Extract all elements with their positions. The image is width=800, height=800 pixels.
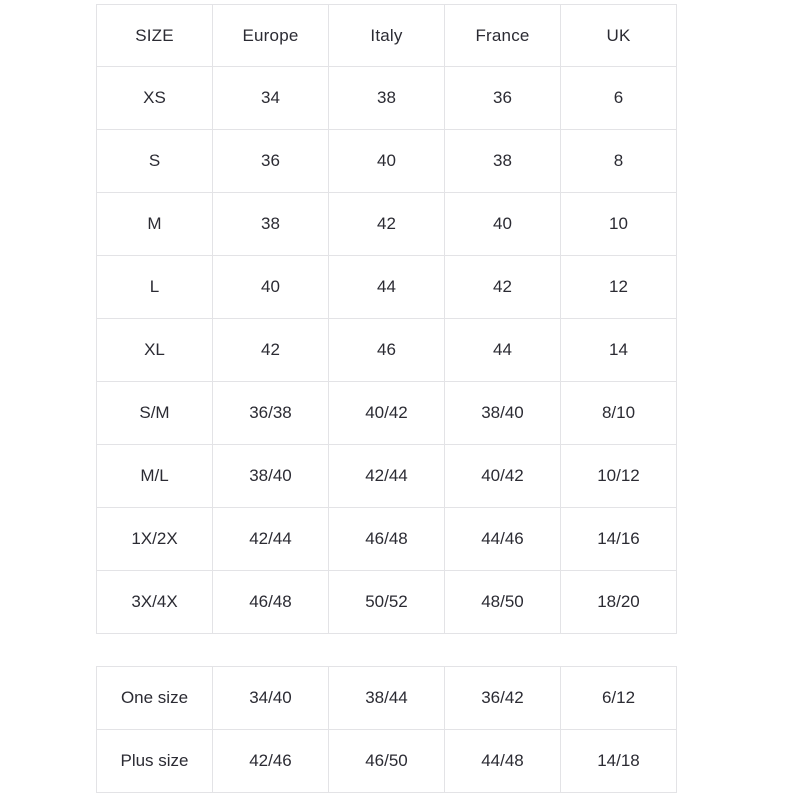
cell-france: 44/46: [445, 508, 561, 571]
cell-france: 44: [445, 319, 561, 382]
column-header-size: SIZE: [97, 5, 213, 67]
cell-europe: 42/46: [213, 730, 329, 793]
cell-uk: 6: [561, 67, 677, 130]
row-label: S: [97, 130, 213, 193]
cell-europe: 40: [213, 256, 329, 319]
cell-italy: 46/50: [329, 730, 445, 793]
cell-france: 40/42: [445, 445, 561, 508]
cell-france: 44/48: [445, 730, 561, 793]
cell-europe: 42/44: [213, 508, 329, 571]
cell-uk: 14: [561, 319, 677, 382]
row-label: M: [97, 193, 213, 256]
cell-italy: 46/48: [329, 508, 445, 571]
cell-italy: 38: [329, 67, 445, 130]
table-row: [97, 193, 677, 256]
row-label: S/M: [97, 382, 213, 445]
cell-europe: 38: [213, 193, 329, 256]
cell-europe: 42: [213, 319, 329, 382]
cell-uk: 18/20: [561, 571, 677, 634]
column-header-europe: Europe: [213, 5, 329, 67]
cell-italy: 40/42: [329, 382, 445, 445]
table-row: [97, 730, 677, 793]
main-size-table: [96, 4, 677, 634]
column-header-italy: Italy: [329, 5, 445, 67]
cell-uk: 14/16: [561, 508, 677, 571]
cell-france: 38: [445, 130, 561, 193]
cell-france: 36/42: [445, 667, 561, 730]
table-row: [97, 508, 677, 571]
cell-uk: 6/12: [561, 667, 677, 730]
cell-uk: 10: [561, 193, 677, 256]
cell-italy: 46: [329, 319, 445, 382]
cell-europe: 36/38: [213, 382, 329, 445]
table-row: [97, 67, 677, 130]
cell-uk: 12: [561, 256, 677, 319]
row-label-one-size: One size: [97, 667, 213, 730]
cell-france: 38/40: [445, 382, 561, 445]
cell-uk: 14/18: [561, 730, 677, 793]
cell-uk: 8: [561, 130, 677, 193]
column-header-uk: UK: [561, 5, 677, 67]
row-label: XL: [97, 319, 213, 382]
cell-uk: 8/10: [561, 382, 677, 445]
cell-italy: 44: [329, 256, 445, 319]
table-row: [97, 667, 677, 730]
cell-france: 40: [445, 193, 561, 256]
cell-uk: 10/12: [561, 445, 677, 508]
row-label: XS: [97, 67, 213, 130]
cell-italy: 38/44: [329, 667, 445, 730]
table-row: [97, 382, 677, 445]
cell-europe: 38/40: [213, 445, 329, 508]
cell-france: 48/50: [445, 571, 561, 634]
table-row: [97, 130, 677, 193]
row-label: L: [97, 256, 213, 319]
row-label: 3X/4X: [97, 571, 213, 634]
cell-france: 42: [445, 256, 561, 319]
cell-europe: 46/48: [213, 571, 329, 634]
main-size-table-container: [96, 4, 676, 634]
secondary-size-table-container: [96, 666, 676, 793]
table-row: [97, 319, 677, 382]
cell-italy: 40: [329, 130, 445, 193]
cell-italy: 42: [329, 193, 445, 256]
secondary-size-table: [96, 666, 677, 793]
cell-europe: 34: [213, 67, 329, 130]
table-row: [97, 571, 677, 634]
table-header-row: [97, 5, 677, 67]
row-label: 1X/2X: [97, 508, 213, 571]
row-label: M/L: [97, 445, 213, 508]
row-label-plus-size: Plus size: [97, 730, 213, 793]
column-header-france: France: [445, 5, 561, 67]
cell-france: 36: [445, 67, 561, 130]
cell-europe: 36: [213, 130, 329, 193]
table-row: [97, 256, 677, 319]
table-row: [97, 445, 677, 508]
cell-italy: 42/44: [329, 445, 445, 508]
cell-italy: 50/52: [329, 571, 445, 634]
cell-europe: 34/40: [213, 667, 329, 730]
